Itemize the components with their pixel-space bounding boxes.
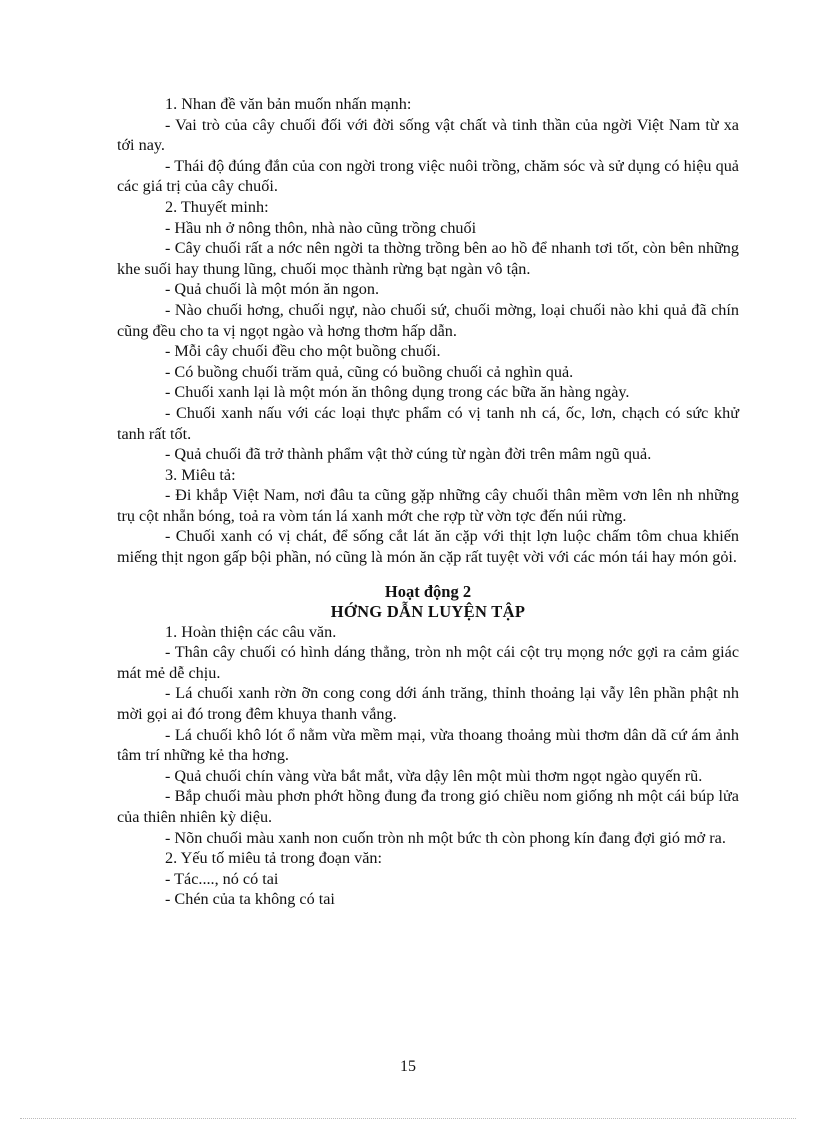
- paragraph: 1. Hoàn thiện các câu văn.: [165, 622, 337, 641]
- paragraph: - Chuối xanh có vị chát, để sống cắt lát ăn cặp với thịt lợn luộc chấm tôm chua khiến miếng thịt ngon gấp bội phần, nó cũng là món ăn cặp rất tuyệt vời với các món tái hay món gỏi.: [117, 527, 739, 567]
- document-body: [117, 94, 739, 910]
- page-number: 15: [400, 1058, 416, 1075]
- paragraph: - Thân cây chuối có hình dáng thẳng, tròn nh một cái cột trụ mọng nớc gợi ra cảm giác mát mẻ dễ chịu.: [117, 643, 739, 682]
- paragraph: - Thái độ đúng đắn của con ngời trong việc nuôi trồng, chăm sóc và sử dụng có hiệu quả các giá trị của cây chuối.: [117, 156, 739, 196]
- paragraph: - Nõn chuối màu xanh non cuốn tròn nh một bức th còn phong kín đang đợi gió mở ra.: [165, 828, 726, 847]
- paragraph: 2. Yếu tố miêu tả trong đoạn văn:: [165, 849, 382, 868]
- section-2: [117, 622, 739, 910]
- paragraph: - Lá chuối xanh rờn ỡn cong cong dới ánh trăng, thỉnh thoảng lại vẫy lên phần phật nh mời gọi ai đó trong đêm khuya thanh vắng.: [117, 684, 739, 724]
- paragraph: - Vai trò của cây chuối đối với đời sống vật chất và tinh thần của ngời Việt Nam từ xa tới nay.: [117, 115, 739, 155]
- paragraph: - Chén của ta không có tai: [165, 890, 335, 909]
- paragraph: 1. Nhan đề văn bản muốn nhấn mạnh:: [165, 95, 412, 113]
- paragraph: - Mỗi cây chuối đều cho một buồng chuối.: [165, 342, 441, 361]
- paragraph: - Bắp chuối màu phơn phớt hồng đung đa trong gió chiều nom giống nh một cái búp lửa của thiên nhiên kỳ diệu.: [117, 787, 739, 826]
- activity-subheading: HỚNG DẪN LUYỆN TẬP: [330, 601, 526, 621]
- section-1: [117, 94, 739, 568]
- paragraph: - Lá chuối khô lót ổ nằm vừa mềm mại, vừa thoang thoảng mùi thơm dân dã cứ ám ảnh tâm trí những kẻ tha hơng.: [117, 725, 739, 765]
- paragraph: - Cây chuối rất a nớc nên ngời ta thờng trồng bên ao hồ để nhanh tơi tốt, còn bên những khe suối hay thung lũng, chuối mọc thành rừng bạt ngàn vô tận.: [117, 239, 739, 278]
- paragraph: - Hầu nh ở nông thôn, nhà nào cũng trồng chuối: [165, 218, 477, 237]
- activity-heading: Hoạt động 2: [384, 581, 472, 601]
- paragraph: - Tác...., nó có tai: [165, 869, 279, 888]
- paragraph: - Quả chuối đã trở thành phẩm vật thờ cúng từ ngàn đời trên mâm ngũ quả.: [165, 445, 652, 464]
- paragraph: - Chuối xanh lại là một món ăn thông dụng trong các bữa ăn hàng ngày.: [165, 383, 630, 402]
- paragraph: - Nào chuối hơng, chuối ngự, nào chuối sứ, chuối mờng, loại chuối nào khi quả đã chín cũng đều cho ta vị ngọt ngào và hơng thơm hấp dẫn.: [117, 300, 739, 340]
- paragraph: 2. Thuyết minh:: [165, 197, 269, 216]
- page-bottom-rule: [20, 1118, 796, 1119]
- paragraph: - Quả chuối là một món ăn ngon.: [165, 280, 379, 299]
- paragraph: - Quả chuối chín vàng vừa bắt mắt, vừa dậy lên một mùi thơm ngọt ngào quyến rũ.: [165, 766, 703, 785]
- paragraph: 3. Miêu tả:: [165, 465, 236, 484]
- paragraph: - Đi khắp Việt Nam, nơi đâu ta cũng gặp những cây chuối thân mềm vơn lên nh những trụ cột nhẵn bóng, toả ra vòm tán lá xanh mớt che rợp từ vờn tợc đến núi rừng.: [117, 486, 739, 525]
- paragraph: - Chuối xanh nấu với các loại thực phẩm có vị tanh nh cá, ốc, lơn, chạch có sức khử tanh rất tốt.: [117, 403, 739, 443]
- paragraph: - Có buồng chuối trăm quả, cũng có buồng chuối cả nghìn quả.: [165, 362, 574, 381]
